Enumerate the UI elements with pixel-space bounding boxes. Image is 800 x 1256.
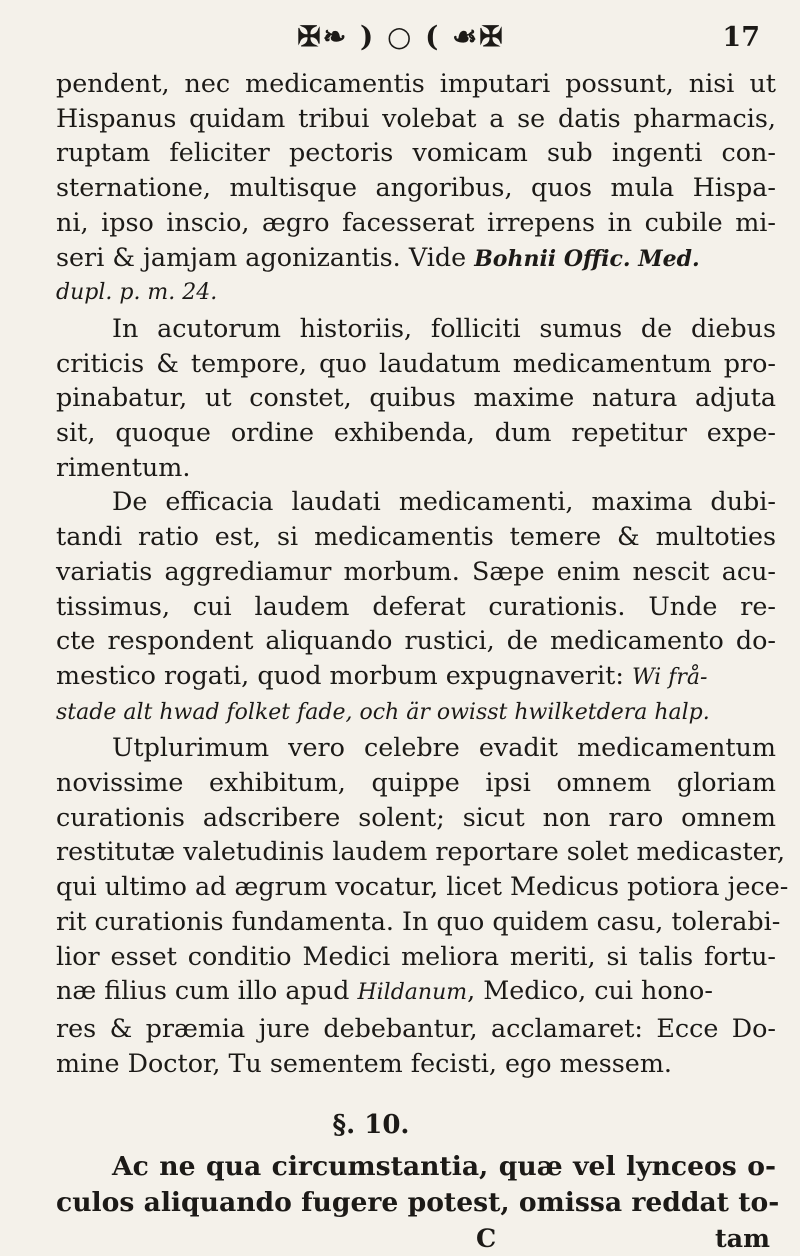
text-line: novissime exhibitum, quippe ipsi omnem gloriam [56, 767, 776, 798]
text-line: variatis aggrediamur morbum. Sæpe enim nescit acu- [56, 555, 776, 586]
text-fragment: seri & jamjam agonizantis. Vide [56, 241, 467, 272]
page-number: 17 [722, 22, 760, 53]
text-line: ruptam feliciter pectoris vomicam sub ingenti con- [56, 137, 776, 168]
text-line: Utplurimum vero celebre evadit medicamentum [112, 732, 776, 763]
text-line: In acutorum historiis, folliciti sumus de diebus [112, 312, 776, 343]
swedish-proverb: stade alt hwad folket fade, och är owisst hwilketdera halp. [56, 699, 710, 725]
text-fragment: næ filius cum illo apud [56, 975, 350, 1006]
citation-work: Bohnii Offic. Med. [474, 245, 700, 272]
catchword: tam [714, 1223, 770, 1254]
text-line: sit, quoque ordine exhibenda, dum repetitur expe- [56, 417, 776, 448]
citation-continuation: dupl. p. m. 24. [56, 280, 218, 306]
text-line [56, 240, 776, 277]
text-line: qui ultimo ad ægrum vocatur, licet Medicus potiora jece- [56, 871, 789, 902]
text-line: cte respondent aliquando rustici, de medicamento do- [56, 625, 776, 656]
text-line: De efficacia laudati medicamenti, maxima dubi- [112, 486, 776, 517]
text-line: curationis adscribere solent; sicut non raro omnem [56, 801, 776, 832]
text-line: Ac ne qua circumstantia, quæ vel lynceos o- [112, 1151, 776, 1183]
text-line: lior esset conditio Medici meliora meriti, si talis fortu- [56, 940, 776, 971]
body-text [56, 66, 789, 1255]
text-line: Hispanus quidam tribui volebat a se datis pharmacis, [56, 102, 776, 133]
section-text [56, 1149, 780, 1221]
swedish-proverb-start: Wi frå- [631, 664, 708, 690]
section-mark: §. 10. [332, 1110, 410, 1141]
text-line: criticis & tempore, quo laudatum medicamentum pro- [56, 347, 776, 378]
text-line: rit curationis fundamenta. In quo quidem casu, tolerabi- [56, 905, 781, 936]
text-line: rimentum. [56, 451, 191, 482]
text-line [56, 973, 776, 1011]
page-header [0, 14, 800, 58]
text-fragment: mestico rogati, quod morbum expugnaverit: [56, 659, 624, 690]
header-ornament: ✠❧ ) ○ ( ☙✠ [297, 20, 505, 53]
text-line: sternatione, multisque angoribus, quos mula Hispa- [56, 172, 776, 203]
text-line: ni, ipso inscio, ægro facesserat irrepens in cubile mi- [56, 206, 776, 237]
text-line [56, 658, 776, 696]
name-hildanum: Hildanum [357, 980, 468, 1006]
text-line: mine Doctor, Tu sementem fecisti, ego messem. [56, 1047, 672, 1078]
text-line: pinabatur, ut constet, quibus maxime natura adjuta [56, 382, 776, 413]
text-fragment: , Medico, cui hono- [467, 975, 713, 1006]
text-line: pendent, nec medicamentis imputari possunt, nisi ut [56, 68, 776, 98]
text-line: tissimus, cui laudem deferat curationis. Unde re- [56, 590, 776, 621]
text-line: res & præmia jure debebantur, acclamaret: Ecce Do- [56, 1012, 776, 1043]
signature-mark: C [476, 1223, 497, 1254]
text-line: restitutæ valetudinis laudem reportare solet medicaster, [56, 836, 786, 867]
text-line: tandi ratio est, si medicamentis temere & multoties [56, 521, 776, 552]
page-footer [56, 1221, 776, 1255]
text-line: culos aliquando fugere potest, omissa reddat to- [56, 1187, 780, 1219]
